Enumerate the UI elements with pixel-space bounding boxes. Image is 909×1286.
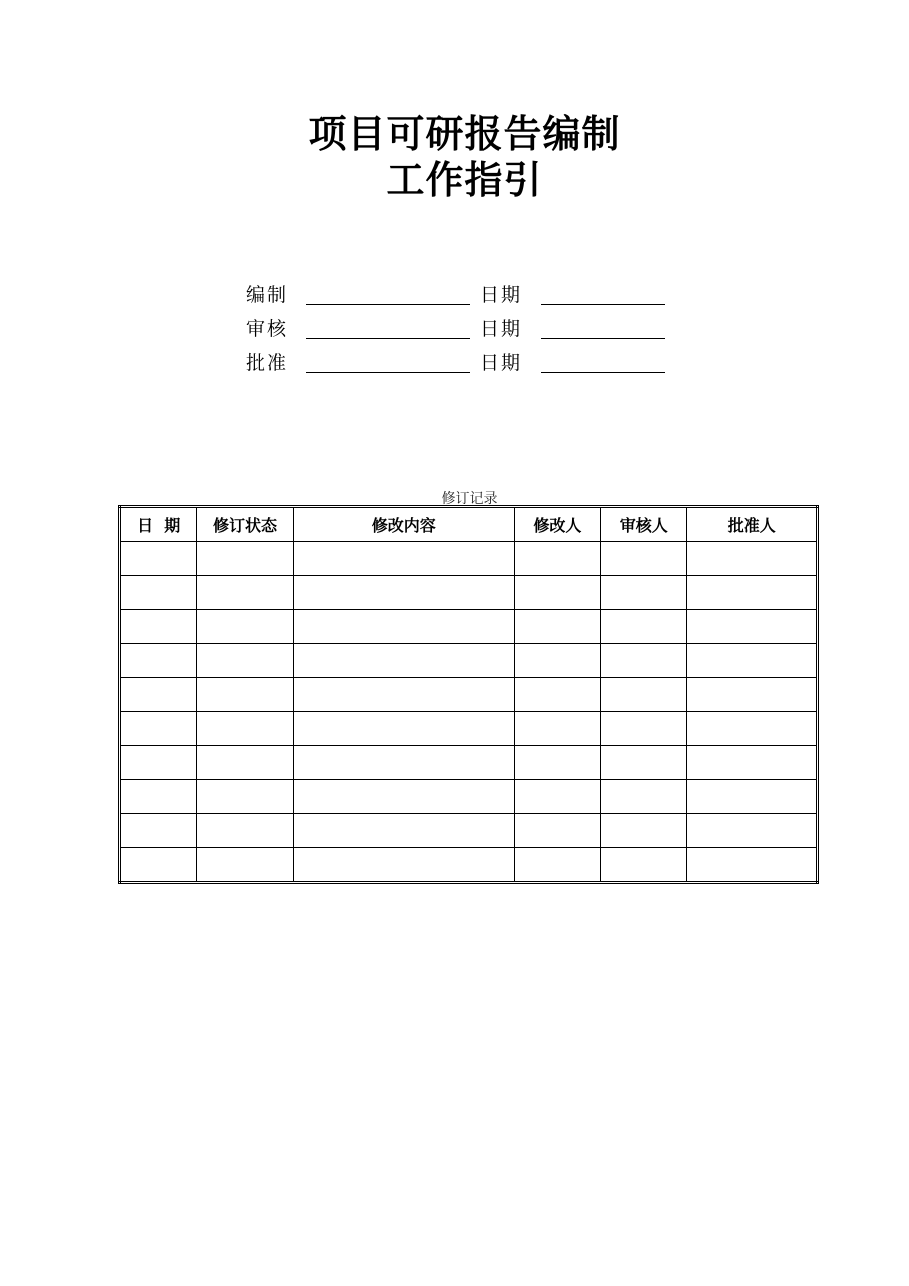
table-row [120, 678, 818, 712]
change-content-cell[interactable] [293, 746, 514, 780]
signoff-date-field-review[interactable] [541, 338, 665, 339]
revision-table-header-row [120, 507, 818, 542]
signoff-row-approve [246, 346, 686, 380]
header-revision-status: 修订状态 [197, 507, 293, 542]
reviewer-cell[interactable] [601, 644, 687, 678]
reviewer-cell[interactable] [601, 712, 687, 746]
reviewer-cell[interactable] [601, 780, 687, 814]
modifier-cell[interactable] [514, 746, 600, 780]
modifier-cell[interactable] [514, 678, 600, 712]
reviewer-cell[interactable] [601, 610, 687, 644]
revision-status-cell[interactable] [197, 746, 293, 780]
approver-cell[interactable] [687, 712, 818, 746]
revision-status-cell[interactable] [197, 678, 293, 712]
approver-cell[interactable] [687, 542, 818, 576]
date-cell[interactable] [120, 644, 197, 678]
table-row [120, 780, 818, 814]
header-modifier: 修改人 [514, 507, 600, 542]
date-cell[interactable] [120, 610, 197, 644]
table-row [120, 746, 818, 780]
change-content-cell[interactable] [293, 610, 514, 644]
revision-status-cell[interactable] [197, 610, 293, 644]
change-content-cell[interactable] [293, 542, 514, 576]
modifier-cell[interactable] [514, 644, 600, 678]
modifier-cell[interactable] [514, 780, 600, 814]
change-content-cell[interactable] [293, 712, 514, 746]
revision-status-cell[interactable] [197, 644, 293, 678]
header-reviewer: 审核人 [601, 507, 687, 542]
date-cell[interactable] [120, 712, 197, 746]
modifier-cell[interactable] [514, 576, 600, 610]
table-row [120, 644, 818, 678]
date-cell[interactable] [120, 746, 197, 780]
modifier-cell[interactable] [514, 848, 600, 883]
approver-cell[interactable] [687, 814, 818, 848]
signoff-date-label-approve: 日期 [480, 352, 523, 374]
signoff-name-field-review[interactable] [306, 338, 470, 339]
approver-cell[interactable] [687, 576, 818, 610]
signoff-block [246, 278, 686, 380]
revision-status-cell[interactable] [197, 712, 293, 746]
header-approver: 批准人 [687, 507, 818, 542]
signoff-label-approve: 批准 [246, 352, 289, 374]
modifier-cell[interactable] [514, 542, 600, 576]
reviewer-cell[interactable] [601, 542, 687, 576]
table-row [120, 576, 818, 610]
signoff-name-field-compile[interactable] [306, 304, 470, 305]
approver-cell[interactable] [687, 644, 818, 678]
revision-table-caption: 修订记录 [441, 491, 498, 507]
revision-status-cell[interactable] [197, 780, 293, 814]
approver-cell[interactable] [687, 678, 818, 712]
signoff-date-field-compile[interactable] [541, 304, 665, 305]
modifier-cell[interactable] [514, 712, 600, 746]
revision-table [118, 505, 819, 884]
document-title-line2: 工作指引 [386, 158, 543, 202]
modifier-cell[interactable] [514, 610, 600, 644]
table-row [120, 610, 818, 644]
document-title-line1: 项目可研报告编制 [308, 112, 621, 156]
date-cell[interactable] [120, 678, 197, 712]
date-cell[interactable] [120, 780, 197, 814]
date-cell[interactable] [120, 848, 197, 883]
revision-status-cell[interactable] [197, 576, 293, 610]
date-cell[interactable] [120, 576, 197, 610]
signoff-date-label-compile: 日期 [480, 284, 523, 306]
revision-status-cell[interactable] [197, 542, 293, 576]
table-row [120, 712, 818, 746]
reviewer-cell[interactable] [601, 576, 687, 610]
change-content-cell[interactable] [293, 848, 514, 883]
approver-cell[interactable] [687, 610, 818, 644]
header-change-content: 修改内容 [293, 507, 514, 542]
table-row [120, 848, 818, 883]
revision-status-cell[interactable] [197, 848, 293, 883]
change-content-cell[interactable] [293, 814, 514, 848]
table-row [120, 542, 818, 576]
approver-cell[interactable] [687, 848, 818, 883]
reviewer-cell[interactable] [601, 678, 687, 712]
reviewer-cell[interactable] [601, 814, 687, 848]
change-content-cell[interactable] [293, 780, 514, 814]
change-content-cell[interactable] [293, 678, 514, 712]
approver-cell[interactable] [687, 780, 818, 814]
header-date: 日 期 [120, 507, 197, 542]
signoff-name-field-approve[interactable] [306, 372, 470, 373]
date-cell[interactable] [120, 542, 197, 576]
table-row [120, 814, 818, 848]
date-cell[interactable] [120, 814, 197, 848]
signoff-label-review: 审核 [246, 318, 289, 340]
modifier-cell[interactable] [514, 814, 600, 848]
signoff-row-compile [246, 278, 686, 312]
signoff-date-field-approve[interactable] [541, 372, 665, 373]
signoff-date-label-review: 日期 [480, 318, 523, 340]
reviewer-cell[interactable] [601, 848, 687, 883]
change-content-cell[interactable] [293, 644, 514, 678]
revision-table-body [120, 542, 818, 883]
approver-cell[interactable] [687, 746, 818, 780]
signoff-row-review [246, 312, 686, 346]
signoff-label-compile: 编制 [246, 284, 289, 306]
reviewer-cell[interactable] [601, 746, 687, 780]
change-content-cell[interactable] [293, 576, 514, 610]
revision-status-cell[interactable] [197, 814, 293, 848]
